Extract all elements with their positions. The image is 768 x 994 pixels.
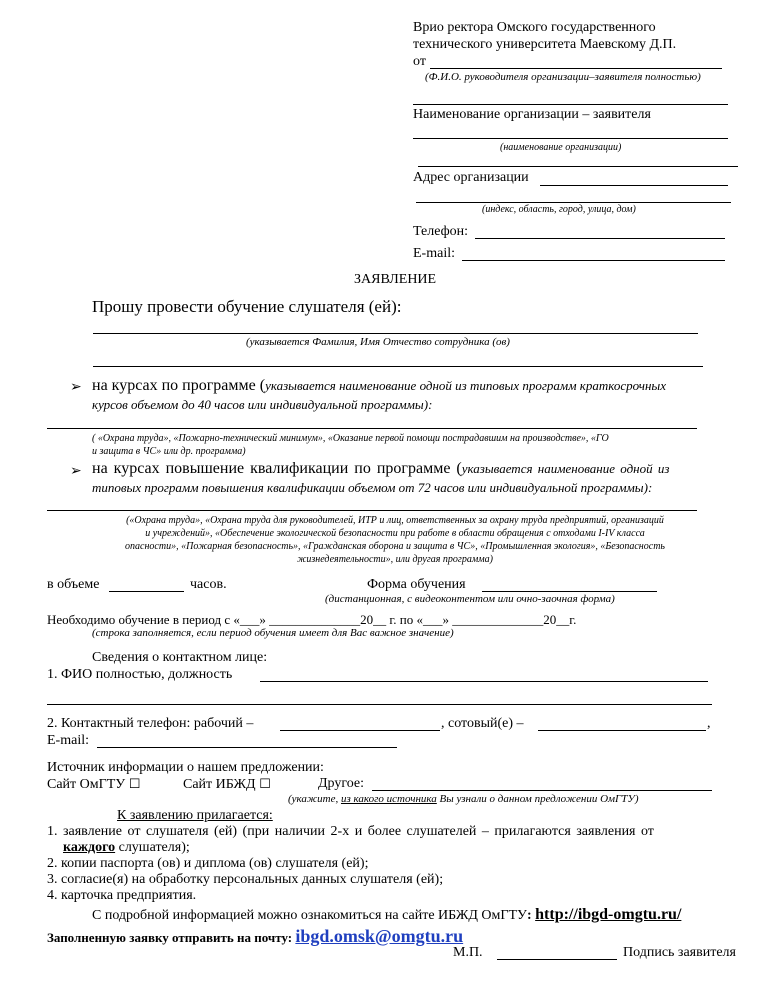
site-link[interactable]: http://ibgd-omgtu.ru/ <box>535 906 682 923</box>
document-title: ЗАЯВЛЕНИЕ <box>354 272 437 287</box>
course1-hint-line1: указывается наименование одной из типовых программ краткосрочных <box>265 378 666 393</box>
footer-send-text: Заполненную заявку отправить на почту: <box>47 930 296 945</box>
course2-text: на курсах повышение квалификации по программе ( <box>92 460 462 477</box>
from-fio-line[interactable] <box>430 68 722 69</box>
phone-line[interactable] <box>475 238 725 239</box>
attachments-heading: К заявлению прилагается: <box>117 808 273 823</box>
address-hint: (индекс, область, город, улица, дом) <box>482 204 636 215</box>
course1-hint-line2: курсов объемом до 40 часов или индивидуальной программы): <box>92 397 433 412</box>
attachment-item1-line2: слушателя); <box>115 840 190 855</box>
attachment-item3: 3. согласие(я) на обработку персональных данных слушателя (ей); <box>47 872 444 887</box>
volume-label: в объеме <box>47 577 100 592</box>
source-other: Другое: <box>318 776 365 791</box>
footer-info-text: С подробной информацией можно ознакомиться на сайте ИБЖД ОмГТУ <box>92 908 527 923</box>
volume-unit: часов. <box>190 577 227 592</box>
form-hint: (дистанционная, с видеоконтентом или очно-заочная форма) <box>325 593 615 605</box>
period-hint: (строка заполняется, если период обучения имеет для Вас важное значение) <box>92 627 454 639</box>
signature-label: Подпись заявителя <box>623 945 736 960</box>
org-extra-line[interactable] <box>418 166 738 167</box>
org-name-label: Наименование организации – заявителя <box>413 107 651 122</box>
contact-heading: Сведения о контактном лице: <box>92 650 268 665</box>
work-phone-line[interactable] <box>280 730 440 731</box>
contact-fio-line[interactable] <box>260 681 708 682</box>
email-label: E-mail: <box>413 246 455 261</box>
source-site2: Сайт ИБЖД <box>183 777 256 792</box>
course2-hint-line1: указывается наименование одной из <box>461 461 670 476</box>
phone-label: Телефон: <box>413 224 469 239</box>
request-fio-hint: (указывается Фамилия, Имя Отчество сотрудника (ов) <box>246 336 510 348</box>
form-label: Форма обучения <box>367 577 466 592</box>
attachment-item4: 4. карточка предприятия. <box>47 888 197 903</box>
course2-examples-line2: и учреждений», «Обеспечение экологической безопасности при работе в области обращения с отходами I-IV класса <box>145 528 645 539</box>
source-other-line[interactable] <box>372 790 712 791</box>
mobile-phone-line[interactable] <box>538 730 706 731</box>
contact-fio-line2[interactable] <box>47 704 712 705</box>
attachment-item1-line1: 1. заявление от слушателя (ей) (при наличии 2-х и более слушателей – прилагаются заявления от <box>47 824 654 839</box>
course1-examples-line2: и защита в ЧС» или др. программа) <box>92 446 246 457</box>
signature-line[interactable] <box>497 959 617 960</box>
org-name-hint: (наименование организации) <box>500 142 622 153</box>
attachment-item1-bold: каждого <box>63 840 116 855</box>
volume-hours-line[interactable] <box>109 591 184 592</box>
org-address-label: Адрес организации <box>413 170 529 185</box>
course2-examples-line1: («Охрана труда», «Охрана труда для руководителей, ИТР и лиц, ответственных за охрану труда предприятий, организаций <box>126 515 664 526</box>
fio-hint: (Ф.И.О. руководителя организации–заявителя полностью) <box>425 71 701 83</box>
request-lead: Прошу провести обучение слушателя (ей): <box>92 297 402 316</box>
source-site1: Сайт ОмГТУ <box>47 777 126 792</box>
header-from-label: от <box>413 54 426 69</box>
period-text: Необходимо обучение в период с «___» ______________20__ г. по «___» ______________20__г. <box>47 612 577 627</box>
contact-email-label: E-mail: <box>47 733 89 748</box>
header-line1: Врио ректора Омского государственного <box>413 20 656 35</box>
header-blank-line[interactable] <box>413 104 728 105</box>
course2-program-line[interactable] <box>47 510 697 511</box>
course2-examples-line3: опасности», «Пожарная безопасность», «Гражданская оборона и защита в ЧС», «Промышленная экология», «Безопасность <box>125 541 665 552</box>
mp-label: М.П. <box>453 945 483 960</box>
bullet-arrow-icon: ➢ <box>70 380 82 395</box>
org-name-line[interactable] <box>413 138 728 139</box>
email-line[interactable] <box>462 260 725 261</box>
checkbox-omgtu[interactable]: ☐ <box>128 776 141 791</box>
request-fio-line[interactable] <box>93 333 698 334</box>
course2-hint-line2: типовых программ повышения квалификации объемом от 72 часов или индивидуальной программы): <box>92 480 653 495</box>
source-hint-post: Вы узнали о данном предложении ОмГТУ) <box>436 793 639 805</box>
attachment-item2: 2. копии паспорта (ов) и диплома (ов) слушателя (ей); <box>47 856 369 871</box>
contact-email-line[interactable] <box>97 747 397 748</box>
org-address-line2[interactable] <box>416 202 731 203</box>
checkbox-ibgd[interactable]: ☐ <box>259 776 271 791</box>
course1-program-line[interactable] <box>47 428 697 429</box>
header-line2: технического университета Маевскому Д.П. <box>413 37 677 52</box>
contact-item2-mid: , сотовый(е) – <box>441 716 524 731</box>
org-address-line[interactable] <box>540 185 728 186</box>
source-heading: Источник информации о нашем предложении: <box>47 760 324 775</box>
email-link[interactable]: ibgd.omsk@omgtu.ru <box>295 926 464 946</box>
contact-item2-end: , <box>707 716 711 731</box>
source-hint-underlined: из какого источника <box>340 793 437 805</box>
request-fio-line2[interactable] <box>93 366 703 367</box>
course2-examples-line4: жизнедеятельности», или другая программа) <box>297 554 493 565</box>
course1-examples-line1: ( «Охрана труда», «Пожарно-технический минимум», «Оказание первой помощи пострадавшим на производстве», «ГО <box>92 433 609 444</box>
source-hint-pre: (укажите, <box>288 793 341 805</box>
form-line[interactable] <box>482 591 657 592</box>
bullet-arrow-icon-2: ➢ <box>70 464 82 479</box>
footer-info-colon: : <box>526 908 536 923</box>
course1-text: на курсах по программе ( <box>92 377 266 394</box>
contact-item2-start: 2. Контактный телефон: рабочий – <box>47 716 254 731</box>
contact-item1: 1. ФИО полностью, должность <box>47 667 233 682</box>
